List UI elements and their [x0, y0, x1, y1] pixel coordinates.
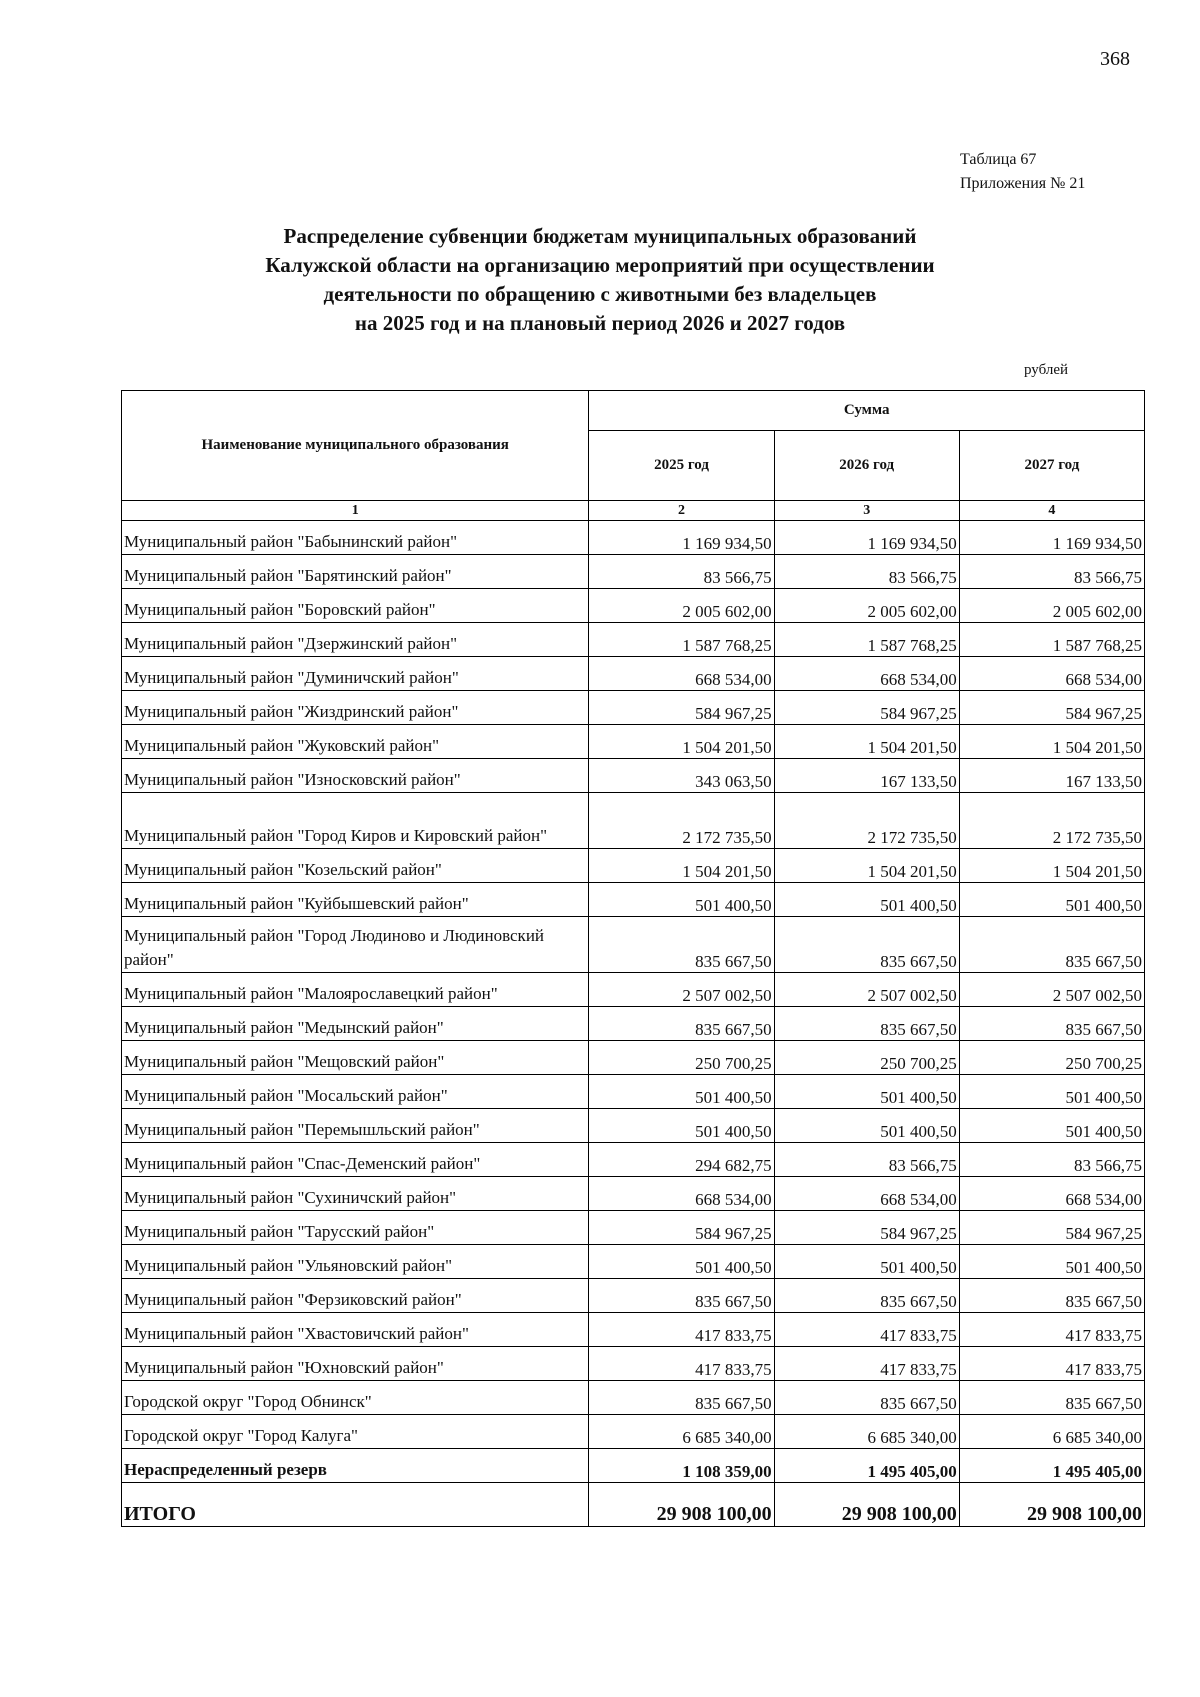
- amount-2027: 83 566,75: [959, 1143, 1144, 1177]
- municipality-name: Нераспределенный резерв: [122, 1449, 589, 1483]
- amount-2026: 167 133,50: [774, 759, 959, 793]
- municipality-name: Муниципальный район "Жуковский район": [122, 725, 589, 759]
- municipality-name: Муниципальный район "Куйбышевский район": [122, 883, 589, 917]
- amount-2025: 1 169 934,50: [589, 521, 774, 555]
- amount-2025: 294 682,75: [589, 1143, 774, 1177]
- amount-2025: 501 400,50: [589, 1245, 774, 1279]
- amount-2027: 1 504 201,50: [959, 725, 1144, 759]
- table-row: [122, 657, 1145, 691]
- amount-2027: 2 172 735,50: [959, 793, 1144, 849]
- amount-2027: 83 566,75: [959, 555, 1144, 589]
- amount-2026: 1 169 934,50: [774, 521, 959, 555]
- amount-2025: 1 504 201,50: [589, 849, 774, 883]
- amount-2027: 2 005 602,00: [959, 589, 1144, 623]
- amount-2025: 501 400,50: [589, 1075, 774, 1109]
- table-row: [122, 1075, 1145, 1109]
- column-number: 1: [122, 501, 589, 521]
- municipality-name: Муниципальный район "Барятинский район": [122, 555, 589, 589]
- amount-2027: 835 667,50: [959, 1381, 1144, 1415]
- table-row: [122, 1381, 1145, 1415]
- amount-2026: 668 534,00: [774, 1177, 959, 1211]
- amount-2027: 167 133,50: [959, 759, 1144, 793]
- table-row: [122, 793, 1145, 849]
- table-row: [122, 883, 1145, 917]
- amount-2025: 2 507 002,50: [589, 973, 774, 1007]
- amount-2026: 417 833,75: [774, 1313, 959, 1347]
- table-row: [122, 1143, 1145, 1177]
- title-line: на 2025 год и на плановый период 2026 и 2027 годов: [354, 311, 846, 335]
- amount-2027: 501 400,50: [959, 1245, 1144, 1279]
- header-municipality: Наименование муниципального образования: [122, 391, 589, 501]
- table-row: [122, 1211, 1145, 1245]
- table-row: [122, 589, 1145, 623]
- column-number: 2: [589, 501, 774, 521]
- amount-2026: 417 833,75: [774, 1347, 959, 1381]
- appendix-number: Приложения № 21: [960, 175, 1086, 192]
- header-year-2025: 2025 год: [589, 431, 774, 501]
- amount-2025: 2 005 602,00: [589, 589, 774, 623]
- municipality-name: Муниципальный район "Медынский район": [122, 1007, 589, 1041]
- column-number: 4: [959, 501, 1144, 521]
- municipality-name: Городской округ "Город Обнинск": [122, 1381, 589, 1415]
- amount-2027: 1 587 768,25: [959, 623, 1144, 657]
- amount-2025: 6 685 340,00: [589, 1415, 774, 1449]
- amount-2026: 1 495 405,00: [774, 1449, 959, 1483]
- header-year-2026: 2026 год: [774, 431, 959, 501]
- amount-2025: 668 534,00: [589, 657, 774, 691]
- title-line: деятельности по обращению с животными без владельцев: [323, 282, 877, 306]
- municipality-name: Муниципальный район "Думиничский район": [122, 657, 589, 691]
- amount-2026: 584 967,25: [774, 691, 959, 725]
- amount-2025: 1 587 768,25: [589, 623, 774, 657]
- amount-2026: 83 566,75: [774, 555, 959, 589]
- amount-2026: 1 504 201,50: [774, 725, 959, 759]
- amount-2025: 501 400,50: [589, 1109, 774, 1143]
- table-row: [122, 849, 1145, 883]
- amount-2026: 2 005 602,00: [774, 589, 959, 623]
- total-row: [122, 1483, 1145, 1527]
- amount-2026: 250 700,25: [774, 1041, 959, 1075]
- amount-2025: 835 667,50: [589, 1279, 774, 1313]
- municipality-name: Муниципальный район "Износковский район": [122, 759, 589, 793]
- municipality-name: Городской округ "Город Калуга": [122, 1415, 589, 1449]
- document-title: [150, 222, 1050, 338]
- amount-2027: 1 495 405,00: [959, 1449, 1144, 1483]
- amount-2026: 835 667,50: [774, 1279, 959, 1313]
- amount-2027: 668 534,00: [959, 1177, 1144, 1211]
- municipality-name: Муниципальный район "Сухиничский район": [122, 1177, 589, 1211]
- header-year-2027: 2027 год: [959, 431, 1144, 501]
- amount-2025: 2 172 735,50: [589, 793, 774, 849]
- amount-2026: 501 400,50: [774, 883, 959, 917]
- amount-2026: 501 400,50: [774, 1075, 959, 1109]
- table-row: [122, 1279, 1145, 1313]
- municipality-name: Муниципальный район "Дзержинский район": [122, 623, 589, 657]
- amount-2027: 835 667,50: [959, 1279, 1144, 1313]
- amount-2027: 250 700,25: [959, 1041, 1144, 1075]
- municipality-name: Муниципальный район "Мещовский район": [122, 1041, 589, 1075]
- amount-2026: 1 504 201,50: [774, 849, 959, 883]
- amount-2027: 501 400,50: [959, 883, 1144, 917]
- municipality-name: Муниципальный район "Спас-Деменский район": [122, 1143, 589, 1177]
- table-row: [122, 1041, 1145, 1075]
- amount-2027: 1 169 934,50: [959, 521, 1144, 555]
- title-line: Калужской области на организацию мероприятий при осуществлении: [265, 253, 935, 277]
- amount-2025: 250 700,25: [589, 1041, 774, 1075]
- municipality-name: Муниципальный район "Мосальский район": [122, 1075, 589, 1109]
- table-row: [122, 1347, 1145, 1381]
- table-row: [122, 1177, 1145, 1211]
- amount-2027: 584 967,25: [959, 691, 1144, 725]
- amount-2026: 2 507 002,50: [774, 973, 959, 1007]
- amount-2025: 1 108 359,00: [589, 1449, 774, 1483]
- table-row: [122, 1313, 1145, 1347]
- amount-2025: 1 504 201,50: [589, 725, 774, 759]
- amount-2027: 6 685 340,00: [959, 1415, 1144, 1449]
- amount-2026: 835 667,50: [774, 1381, 959, 1415]
- amount-2025: 668 534,00: [589, 1177, 774, 1211]
- amount-2027: 29 908 100,00: [959, 1483, 1144, 1527]
- municipality-name: Муниципальный район "Козельский район": [122, 849, 589, 883]
- amount-2025: 417 833,75: [589, 1347, 774, 1381]
- amount-2027: 835 667,50: [959, 917, 1144, 973]
- table-row: [122, 555, 1145, 589]
- table-row: [122, 973, 1145, 1007]
- table-row: [122, 1245, 1145, 1279]
- table-row: [122, 691, 1145, 725]
- amount-2025: 584 967,25: [589, 1211, 774, 1245]
- table-row: [122, 623, 1145, 657]
- units-label: рублей: [1024, 362, 1069, 378]
- amount-2025: 835 667,50: [589, 1381, 774, 1415]
- table-row: [122, 1109, 1145, 1143]
- municipality-name: Муниципальный район "Город Киров и Кировский район": [122, 793, 589, 849]
- amount-2025: 835 667,50: [589, 917, 774, 973]
- municipality-name: Муниципальный район "Ферзиковский район": [122, 1279, 589, 1313]
- reserve-row: [122, 1449, 1145, 1483]
- amount-2027: 835 667,50: [959, 1007, 1144, 1041]
- amount-2026: 29 908 100,00: [774, 1483, 959, 1527]
- amount-2025: 584 967,25: [589, 691, 774, 725]
- table-row: [122, 1415, 1145, 1449]
- municipality-name: Муниципальный район "Ульяновский район": [122, 1245, 589, 1279]
- amount-2025: 83 566,75: [589, 555, 774, 589]
- amount-2026: 1 587 768,25: [774, 623, 959, 657]
- municipality-name: Муниципальный район "Хвастовичский район": [122, 1313, 589, 1347]
- header-sum: Сумма: [589, 391, 1145, 431]
- municipality-name: Муниципальный район "Город Людиново и Людиновский район": [122, 917, 589, 973]
- table-reference: [960, 148, 1085, 196]
- amount-2026: 584 967,25: [774, 1211, 959, 1245]
- subvention-table: [121, 390, 1145, 1527]
- municipality-name: Муниципальный район "Бабынинский район": [122, 521, 589, 555]
- amount-2027: 2 507 002,50: [959, 973, 1144, 1007]
- table-row: [122, 521, 1145, 555]
- municipality-name: Муниципальный район "Жиздринский район": [122, 691, 589, 725]
- municipality-name: Муниципальный район "Перемышльский район": [122, 1109, 589, 1143]
- amount-2025: 29 908 100,00: [589, 1483, 774, 1527]
- amount-2027: 668 534,00: [959, 657, 1144, 691]
- amount-2027: 1 504 201,50: [959, 849, 1144, 883]
- amount-2026: 6 685 340,00: [774, 1415, 959, 1449]
- amount-2026: 2 172 735,50: [774, 793, 959, 849]
- amount-2025: 835 667,50: [589, 1007, 774, 1041]
- amount-2027: 417 833,75: [959, 1347, 1144, 1381]
- amount-2027: 417 833,75: [959, 1313, 1144, 1347]
- table-body: [122, 521, 1145, 1527]
- table-row: [122, 1007, 1145, 1041]
- municipality-name: Муниципальный район "Юхновский район": [122, 1347, 589, 1381]
- amount-2026: 83 566,75: [774, 1143, 959, 1177]
- amount-2025: 501 400,50: [589, 883, 774, 917]
- amount-2025: 417 833,75: [589, 1313, 774, 1347]
- amount-2027: 501 400,50: [959, 1109, 1144, 1143]
- municipality-name: Муниципальный район "Тарусский район": [122, 1211, 589, 1245]
- table-number: Таблица 67: [960, 151, 1037, 168]
- amount-2026: 501 400,50: [774, 1109, 959, 1143]
- amount-2025: 343 063,50: [589, 759, 774, 793]
- amount-2027: 584 967,25: [959, 1211, 1144, 1245]
- table-row: [122, 725, 1145, 759]
- municipality-name: ИТОГО: [122, 1483, 589, 1527]
- table-row: [122, 917, 1145, 973]
- column-number: 3: [774, 501, 959, 521]
- amount-2027: 501 400,50: [959, 1075, 1144, 1109]
- amount-2026: 835 667,50: [774, 1007, 959, 1041]
- municipality-name: Муниципальный район "Малоярославецкий район": [122, 973, 589, 1007]
- municipality-name: Муниципальный район "Боровский район": [122, 589, 589, 623]
- amount-2026: 501 400,50: [774, 1245, 959, 1279]
- title-line: Распределение субвенции бюджетам муниципальных образований: [283, 224, 917, 248]
- table-row: [122, 759, 1145, 793]
- amount-2026: 668 534,00: [774, 657, 959, 691]
- amount-2026: 835 667,50: [774, 917, 959, 973]
- page-number: 368: [1100, 48, 1130, 70]
